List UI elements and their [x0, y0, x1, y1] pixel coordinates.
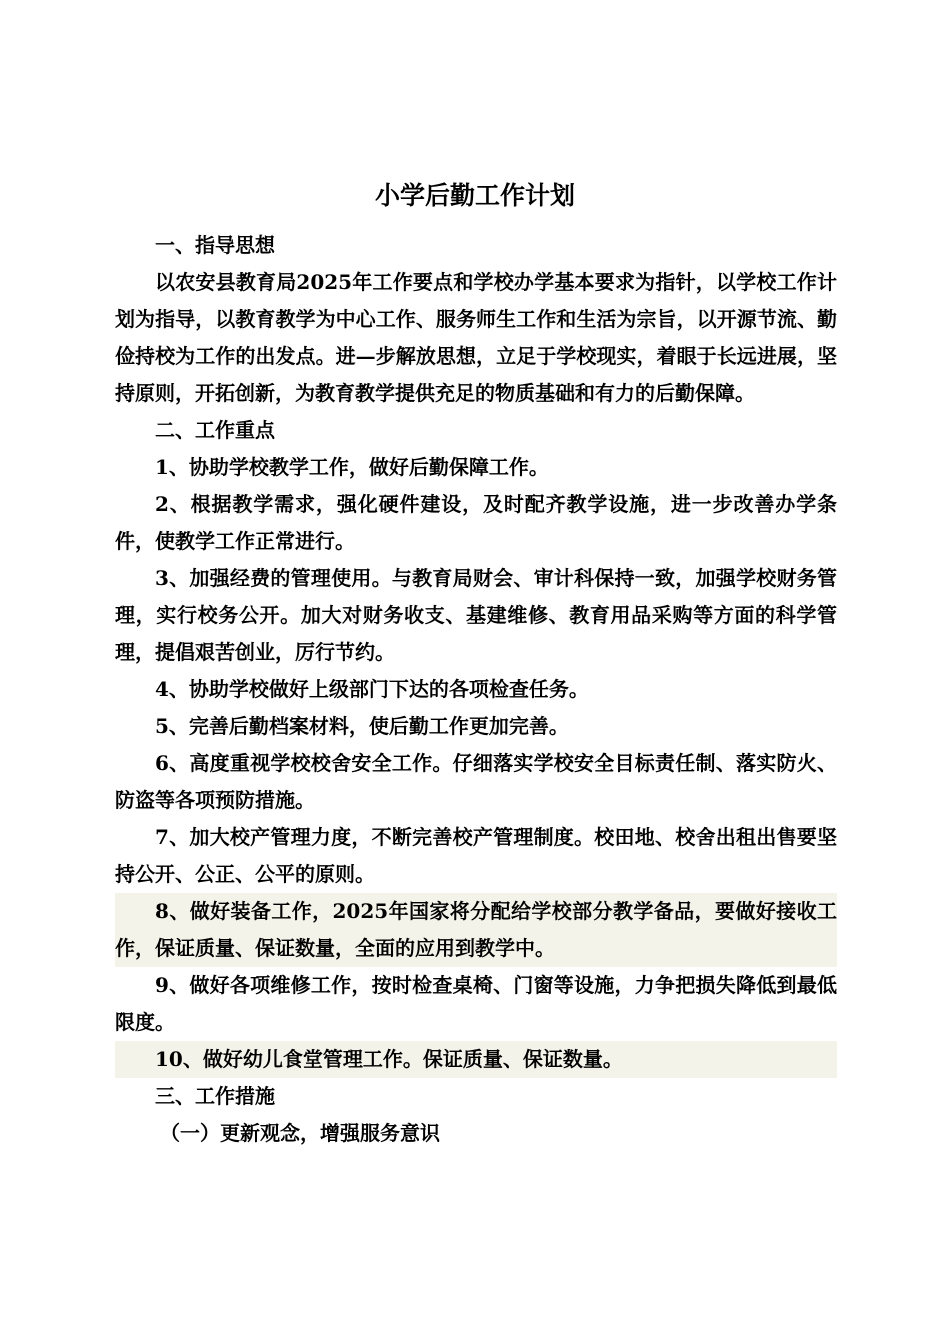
work-focus-item-2: 2、根据教学需求，强化硬件建设，及时配齐教学设施，进一步改善办学条件，使教学工作正常进行。 [115, 492, 837, 553]
section-heading-work-measures: 三、工作措施 [155, 1084, 275, 1108]
work-focus-item-8: 8、做好装备工作，2025年国家将分配给学校部分教学备品，要做好接收工作，保证质量、保证数量，全面的应用到教学中。 [115, 893, 837, 967]
subsection-heading-update-concepts: （一）更新观念，增强服务意识 [160, 1121, 440, 1145]
paragraph-guiding-ideology: 以农安县教育局2025年工作要点和学校办学基本要求为指针，以学校工作计划为指导，以教育教学为中心工作、服务师生工作和生活为宗旨，以开源节流、勤俭持校为工作的出发点。进—步解放思想，立足于学校现实，着眼于长远进展，坚持原则，开拓创新，为教育教学提供充足的物质基础和有力的后勤保障。 [115, 270, 837, 405]
work-focus-item-6: 6、高度重视学校校舍安全工作。仔细落实学校安全目标责任制、落实防火、防盗等各项预防措施。 [115, 751, 837, 812]
work-focus-item-3: 3、加强经费的管理使用。与教育局财会、审计科保持一致，加强学校财务管理，实行校务公开。加大对财务收支、基建维修、教育用品采购等方面的科学管理，提倡艰苦创业，厉行节约。 [115, 566, 837, 664]
work-focus-item-4: 4、协助学校做好上级部门下达的各项检查任务。 [155, 677, 589, 701]
work-focus-item-10: 10、做好幼儿食堂管理工作。保证质量、保证数量。 [115, 1041, 837, 1078]
document-title: 小学后勤工作计划 [374, 181, 575, 210]
work-focus-item-1: 1、协助学校教学工作，做好后勤保障工作。 [155, 455, 549, 479]
section-heading-guiding-ideology: 一、指导思想 [155, 233, 275, 257]
section-heading-work-focus: 二、工作重点 [155, 418, 275, 442]
work-focus-item-5: 5、完善后勤档案材料，使后勤工作更加完善。 [155, 714, 569, 738]
work-focus-item-7: 7、加大校产管理力度，不断完善校产管理制度。校田地、校舍出租出售要坚持公开、公正、公平的原则。 [115, 825, 837, 886]
document-body [115, 227, 837, 1152]
work-focus-item-9: 9、做好各项维修工作，按时检查桌椅、门窗等设施，力争把损失降低到最低限度。 [115, 973, 837, 1034]
